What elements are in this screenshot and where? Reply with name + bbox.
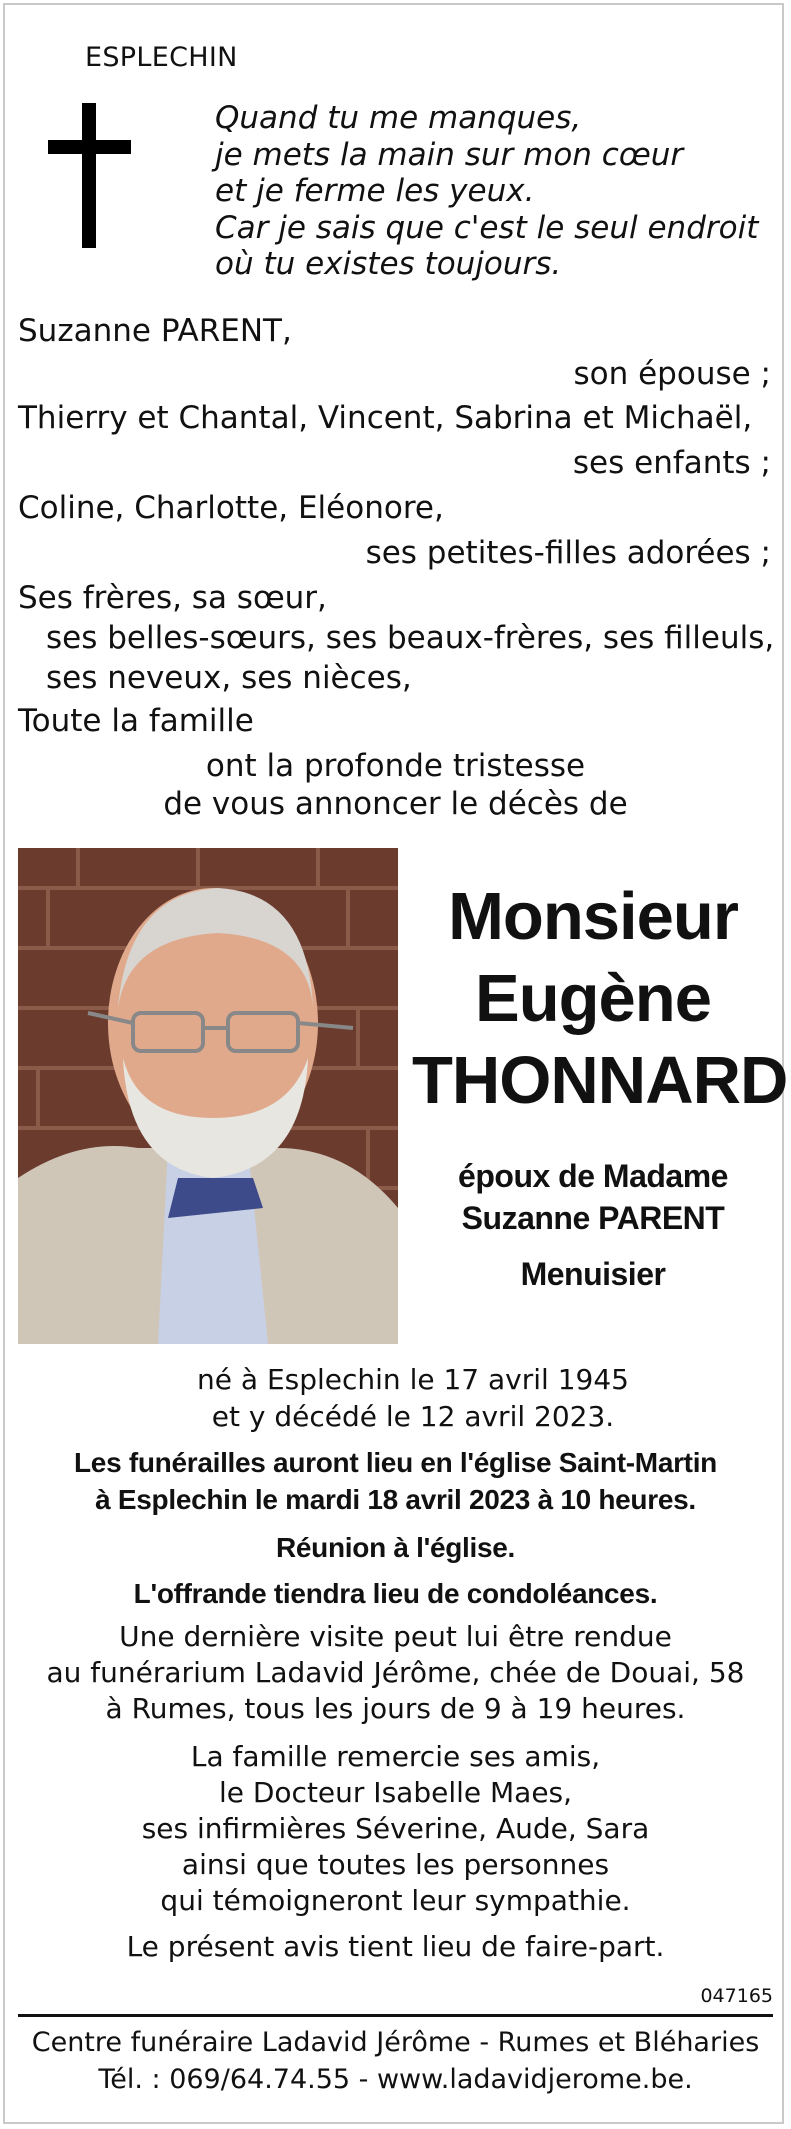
family-line: Suzanne PARENT,: [18, 313, 292, 349]
footer-line: Tél. : 069/64.74.55 - www.ladavidjerome.be.: [98, 2064, 693, 2095]
family-line: ses neveux, ses nièces,: [46, 660, 412, 696]
family-line: ses belles-sœurs, ses beaux-frères, ses filleuls,: [46, 620, 775, 656]
notice-line: Le présent avis tient lieu de faire-part.: [126, 1930, 665, 1963]
offering-line: L'offrande tiendra lieu de condoléances.: [133, 1578, 658, 1609]
spouse-line: époux de Madame: [458, 1158, 728, 1194]
family-line: Toute la famille: [18, 703, 254, 739]
funeral-line: Les funérailles auront lieu en l'église Saint-Martin: [74, 1447, 717, 1478]
thanks-line: le Docteur Isabelle Maes,: [218, 1776, 573, 1809]
birth-date: né à Esplechin le 17 avril 1945: [197, 1363, 629, 1396]
family-line: Coline, Charlotte, Eléonore,: [18, 490, 444, 526]
visit-line: à Rumes, tous les jours de 9 à 19 heures.: [105, 1692, 686, 1725]
footer-divider: [18, 2014, 773, 2017]
visit-line: Une dernière visite peut lui être rendue: [119, 1620, 672, 1653]
thanks-line: qui témoigneront leur sympathie.: [160, 1884, 631, 1917]
funeral-line: à Esplechin le mardi 18 avril 2023 à 10 heures.: [95, 1484, 696, 1515]
deceased-first-name: Eugène: [475, 961, 711, 1036]
visit-line: au funérarium Ladavid Jérôme, chée de Douai, 58: [46, 1656, 745, 1689]
thanks-line: La famille remercie ses amis,: [190, 1740, 601, 1773]
family-line: son épouse ;: [573, 356, 771, 392]
poem-line: et je ferme les yeux.: [215, 173, 535, 209]
death-date: et y décédé le 12 avril 2023.: [211, 1400, 615, 1433]
family-line: ont la profonde tristesse: [205, 748, 586, 784]
poem-line: Car je sais que c'est le seul endroit: [215, 209, 759, 246]
portrait-photo: [18, 848, 398, 1344]
footer-line: Centre funéraire Ladavid Jérôme - Rumes et Bléharies: [31, 2027, 760, 2058]
profession: Menuisier: [520, 1256, 666, 1292]
poem-line: où tu existes toujours.: [215, 246, 562, 282]
meeting-line: Réunion à l'église.: [275, 1532, 515, 1563]
thanks-line: ainsi que toutes les personnes: [181, 1848, 610, 1881]
thanks-line: ses infirmières Séverine, Aude, Sara: [141, 1812, 650, 1845]
poem-line: je mets la main sur mon cœur: [215, 136, 684, 173]
family-line: ses petites-filles adorées ;: [365, 535, 771, 571]
poem-line: Quand tu me manques,: [215, 100, 582, 136]
family-line: ses enfants ;: [572, 445, 771, 481]
family-line: de vous annoncer le décès de: [163, 786, 628, 822]
reference-number: 047165: [700, 1985, 773, 2007]
town-name: ESPLECHIN: [85, 42, 238, 73]
family-line: Thierry et Chantal, Vincent, Sabrina et Michaël,: [18, 400, 753, 436]
deceased-last-name: THONNARD: [412, 1043, 788, 1118]
poem: [215, 100, 758, 283]
deceased-title: Monsieur: [448, 879, 738, 954]
family-line: Ses frères, sa sœur,: [18, 580, 327, 616]
spouse-line: Suzanne PARENT: [461, 1200, 725, 1236]
